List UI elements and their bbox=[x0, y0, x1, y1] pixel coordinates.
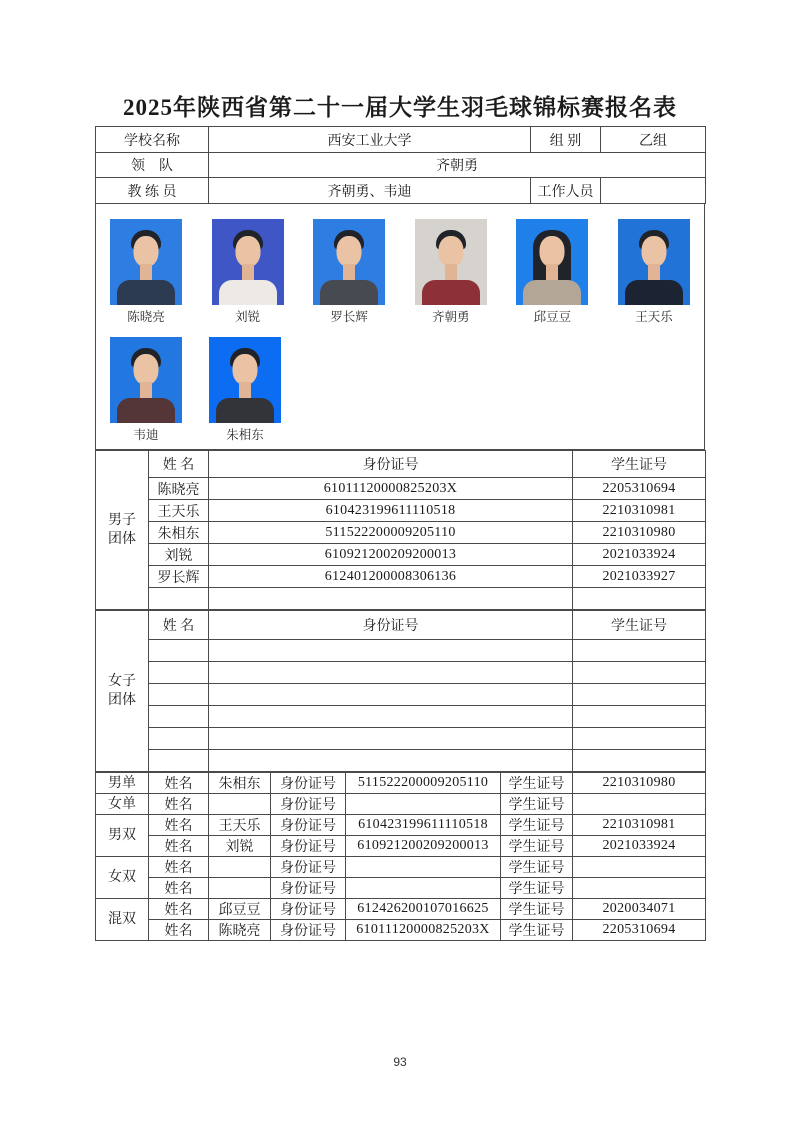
name-cell: 陈晓亮 bbox=[209, 920, 271, 941]
name-cell bbox=[149, 750, 209, 772]
student-id-cell: 2205310694 bbox=[573, 920, 706, 941]
id-photo bbox=[415, 219, 487, 305]
avatar-shirt bbox=[320, 280, 378, 305]
coach-value: 齐朝勇、韦迪 bbox=[209, 178, 531, 204]
name-label: 姓名 bbox=[149, 773, 209, 794]
avatar-neck bbox=[242, 264, 254, 280]
id-cell bbox=[209, 684, 573, 706]
student-id-label: 学生证号 bbox=[501, 920, 573, 941]
id-cell: 610423199611110518 bbox=[209, 500, 573, 522]
name-cell bbox=[149, 706, 209, 728]
event-category: 男双 bbox=[96, 815, 149, 857]
avatar-shirt bbox=[216, 398, 274, 423]
student-id-cell: 2020034071 bbox=[573, 899, 706, 920]
avatar-shirt bbox=[625, 280, 683, 305]
photo-name-label: 朱相东 bbox=[226, 428, 264, 442]
id-cell bbox=[346, 878, 501, 899]
photo-figure bbox=[110, 219, 182, 325]
student-id-cell: 2210310981 bbox=[573, 500, 706, 522]
student-id-label: 学生证号 bbox=[501, 857, 573, 878]
avatar-face bbox=[641, 236, 666, 267]
id-cell: 610423199611110518 bbox=[346, 815, 501, 836]
avatar-shirt bbox=[523, 280, 581, 305]
photo-name-label: 邱豆豆 bbox=[533, 310, 572, 324]
photo-name-label: 齐朝勇 bbox=[432, 310, 470, 324]
id-photo bbox=[313, 219, 385, 305]
name-label: 姓名 bbox=[149, 878, 209, 899]
avatar-shirt bbox=[422, 280, 480, 305]
coach-label: 教 练 员 bbox=[96, 178, 209, 204]
name-cell bbox=[209, 794, 271, 815]
avatar-neck bbox=[140, 382, 152, 398]
id-cell: 61011120000825203X bbox=[346, 920, 501, 941]
team-leader-value: 齐朝勇 bbox=[209, 153, 706, 178]
name-cell: 罗长辉 bbox=[149, 566, 209, 588]
student-id-cell bbox=[573, 588, 706, 610]
group-value: 乙组 bbox=[601, 127, 706, 153]
avatar-face bbox=[233, 354, 258, 385]
mens-team-category: 男子团体 bbox=[96, 451, 149, 610]
event-category: 混双 bbox=[96, 899, 149, 941]
id-cell: 612401200008306136 bbox=[209, 566, 573, 588]
student-id-cell bbox=[573, 662, 706, 684]
avatar-neck bbox=[140, 264, 152, 280]
staff-value bbox=[601, 178, 706, 204]
name-label: 姓名 bbox=[149, 920, 209, 941]
name-cell: 陈晓亮 bbox=[149, 478, 209, 500]
photo-name-label: 陈晓亮 bbox=[127, 310, 165, 324]
staff-label: 工作人员 bbox=[531, 178, 601, 204]
mens-team-table bbox=[95, 450, 706, 610]
avatar-neck bbox=[648, 264, 660, 280]
event-category: 女单 bbox=[96, 794, 149, 815]
student-id-label: 学生证号 bbox=[501, 899, 573, 920]
id-label: 身份证号 bbox=[271, 773, 346, 794]
column-header-student-id: 学生证号 bbox=[573, 611, 706, 640]
photo-figure bbox=[516, 219, 588, 325]
id-photo bbox=[110, 337, 182, 423]
id-cell: 61011120000825203X bbox=[209, 478, 573, 500]
id-cell: 612426200107016625 bbox=[346, 899, 501, 920]
id-cell: 511522200009205110 bbox=[346, 773, 501, 794]
photo-name-label: 罗长辉 bbox=[330, 310, 368, 324]
id-label: 身份证号 bbox=[271, 920, 346, 941]
student-id-label: 学生证号 bbox=[501, 773, 573, 794]
student-id-cell: 2021033924 bbox=[573, 544, 706, 566]
id-photo bbox=[618, 219, 690, 305]
photo-figure bbox=[209, 337, 281, 443]
avatar-shirt bbox=[117, 398, 175, 423]
student-id-cell bbox=[573, 684, 706, 706]
id-label: 身份证号 bbox=[271, 857, 346, 878]
name-label: 姓名 bbox=[149, 794, 209, 815]
photo-row bbox=[110, 337, 690, 443]
id-cell: 610921200209200013 bbox=[209, 544, 573, 566]
avatar-shirt bbox=[117, 280, 175, 305]
id-photo bbox=[212, 219, 284, 305]
id-label: 身份证号 bbox=[271, 794, 346, 815]
event-category: 女双 bbox=[96, 857, 149, 899]
avatar-neck bbox=[445, 264, 457, 280]
id-label: 身份证号 bbox=[271, 836, 346, 857]
avatar-face bbox=[438, 236, 463, 267]
avatar-face bbox=[134, 236, 159, 267]
name-cell bbox=[149, 684, 209, 706]
student-id-cell bbox=[573, 750, 706, 772]
avatar-neck bbox=[546, 264, 558, 280]
avatar-face bbox=[235, 236, 260, 267]
photo-name-label: 王天乐 bbox=[635, 310, 673, 324]
id-label: 身份证号 bbox=[271, 878, 346, 899]
photos-section bbox=[95, 204, 705, 450]
student-id-label: 学生证号 bbox=[501, 794, 573, 815]
student-id-label: 学生证号 bbox=[501, 815, 573, 836]
school-info-table bbox=[95, 126, 706, 204]
name-label: 姓名 bbox=[149, 815, 209, 836]
name-label: 姓名 bbox=[149, 836, 209, 857]
womens-team-table bbox=[95, 610, 706, 772]
student-id-cell bbox=[573, 728, 706, 750]
student-id-cell: 2021033924 bbox=[573, 836, 706, 857]
student-id-cell: 2205310694 bbox=[573, 478, 706, 500]
page-title: 2025年陕西省第二十一届大学生羽毛球锦标赛报名表 bbox=[123, 95, 677, 120]
avatar-face bbox=[134, 354, 159, 385]
id-cell bbox=[209, 662, 573, 684]
student-id-cell: 2210310981 bbox=[573, 815, 706, 836]
column-header-id: 身份证号 bbox=[209, 451, 573, 478]
student-id-cell bbox=[573, 857, 706, 878]
photo-figure bbox=[313, 219, 385, 325]
events-table bbox=[95, 772, 706, 941]
id-photo bbox=[516, 219, 588, 305]
name-cell: 朱相东 bbox=[209, 773, 271, 794]
avatar-neck bbox=[239, 382, 251, 398]
photo-figure bbox=[110, 337, 182, 443]
name-cell bbox=[149, 662, 209, 684]
avatar-shirt bbox=[219, 280, 277, 305]
id-cell bbox=[209, 640, 573, 662]
id-cell bbox=[209, 728, 573, 750]
event-category: 男单 bbox=[96, 773, 149, 794]
name-cell bbox=[149, 728, 209, 750]
name-label: 姓名 bbox=[149, 899, 209, 920]
photo-figure bbox=[212, 219, 284, 325]
photo-name-label: 刘锐 bbox=[235, 310, 261, 324]
name-cell: 刘锐 bbox=[209, 836, 271, 857]
name-cell: 王天乐 bbox=[209, 815, 271, 836]
student-id-label: 学生证号 bbox=[501, 878, 573, 899]
avatar-face bbox=[540, 236, 565, 267]
column-header-name: 姓 名 bbox=[149, 611, 209, 640]
photo-figure bbox=[618, 219, 690, 325]
student-id-cell bbox=[573, 706, 706, 728]
name-cell bbox=[149, 640, 209, 662]
id-cell bbox=[209, 706, 573, 728]
id-cell bbox=[209, 750, 573, 772]
page-number: 93 bbox=[393, 1055, 407, 1069]
id-label: 身份证号 bbox=[271, 899, 346, 920]
photo-row bbox=[110, 219, 690, 325]
name-cell bbox=[209, 857, 271, 878]
column-header-name: 姓 名 bbox=[149, 451, 209, 478]
photo-figure bbox=[415, 219, 487, 325]
name-cell bbox=[149, 588, 209, 610]
name-cell bbox=[209, 878, 271, 899]
name-cell: 邱豆豆 bbox=[209, 899, 271, 920]
photo-name-label: 韦迪 bbox=[133, 428, 159, 442]
avatar-neck bbox=[343, 264, 355, 280]
column-header-student-id: 学生证号 bbox=[573, 451, 706, 478]
student-id-cell: 2210310980 bbox=[573, 773, 706, 794]
team-leader-label: 领 队 bbox=[96, 153, 209, 178]
school-name-label: 学校名称 bbox=[96, 127, 209, 153]
id-cell bbox=[346, 857, 501, 878]
student-id-label: 学生证号 bbox=[501, 836, 573, 857]
student-id-cell: 2210310980 bbox=[573, 522, 706, 544]
id-photo bbox=[209, 337, 281, 423]
student-id-cell bbox=[573, 878, 706, 899]
id-cell bbox=[209, 588, 573, 610]
name-cell: 王天乐 bbox=[149, 500, 209, 522]
name-cell: 朱相东 bbox=[149, 522, 209, 544]
id-label: 身份证号 bbox=[271, 815, 346, 836]
student-id-cell bbox=[573, 794, 706, 815]
id-cell: 511522200009205110 bbox=[209, 522, 573, 544]
column-header-id: 身份证号 bbox=[209, 611, 573, 640]
student-id-cell: 2021033927 bbox=[573, 566, 706, 588]
id-photo bbox=[110, 219, 182, 305]
group-label: 组 别 bbox=[531, 127, 601, 153]
womens-team-category: 女子团体 bbox=[96, 611, 149, 772]
name-label: 姓名 bbox=[149, 857, 209, 878]
student-id-cell bbox=[573, 640, 706, 662]
id-cell bbox=[346, 794, 501, 815]
id-cell: 610921200209200013 bbox=[346, 836, 501, 857]
school-name-value: 西安工业大学 bbox=[209, 127, 531, 153]
registration-form bbox=[95, 126, 705, 941]
name-cell: 刘锐 bbox=[149, 544, 209, 566]
avatar-face bbox=[337, 236, 362, 267]
